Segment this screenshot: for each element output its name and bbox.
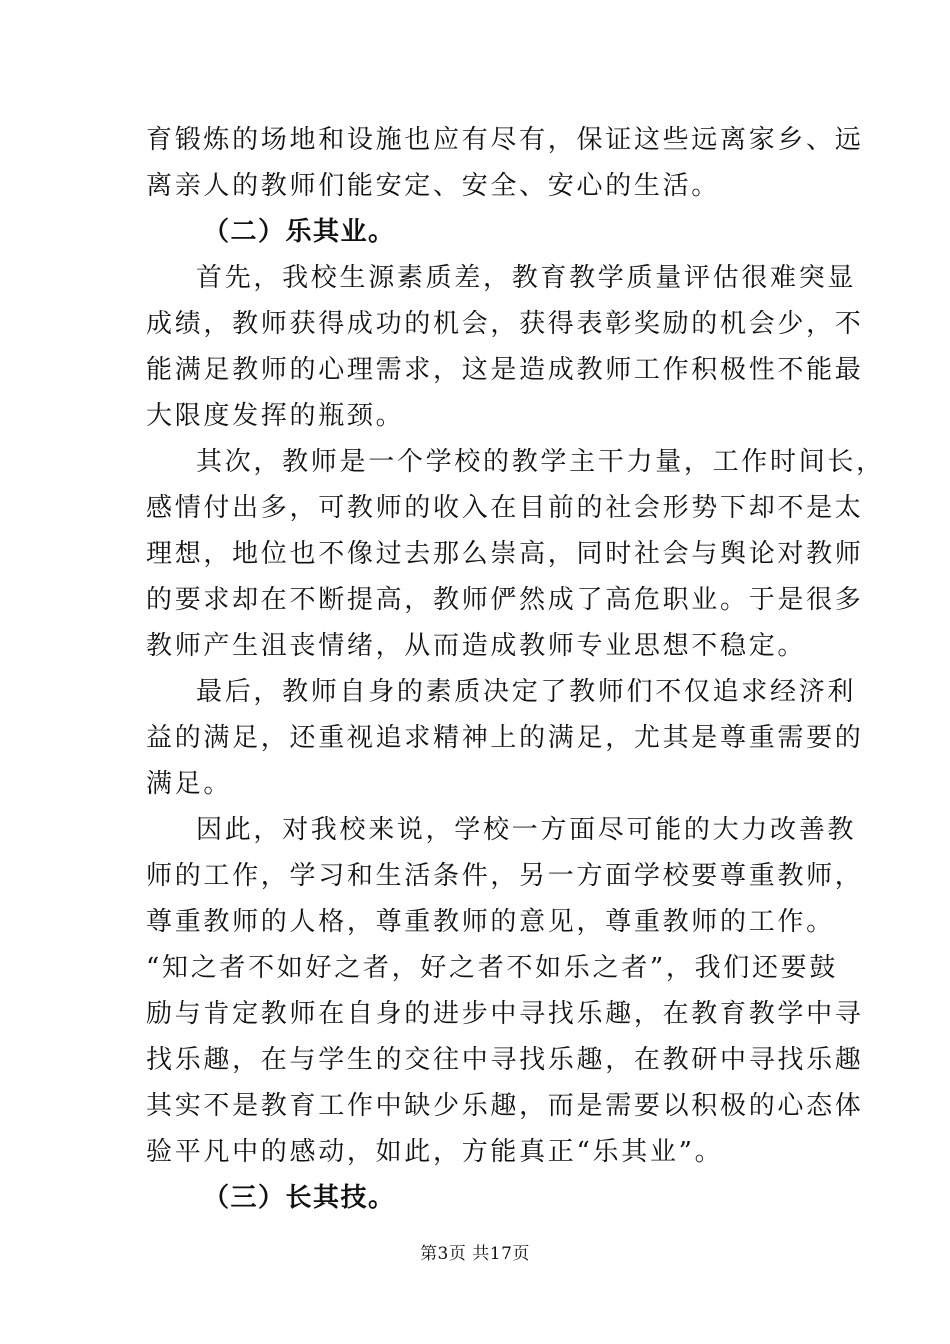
body-text-line: 满足。 (146, 769, 233, 799)
body-text-line: 励与肯定教师在自身的进步中寻找乐趣，在教育教学中寻 (146, 999, 864, 1029)
paragraph-first-line: 最后，教师自身的素质决定了教师们不仅追求经济利 (196, 677, 857, 707)
body-text-line: 感情付出多，可教师的收入在目前的社会形势下却不是太 (146, 493, 864, 523)
body-text-line: 的要求却在不断提高，教师俨然成了高危职业。于是很多 (146, 585, 864, 615)
body-text-line: 益的满足，还重视追求精神上的满足，尤其是尊重需要的 (146, 723, 864, 753)
paragraph-first-line: 其次，教师是一个学校的教学主干力量，工作时间长， (196, 447, 885, 477)
body-text-line: 师的工作，学习和生活条件，另一方面学校要尊重教师， (146, 861, 864, 891)
body-text-line: 找乐趣，在与学生的交往中寻找乐趣，在教研中寻找乐趣 (146, 1045, 864, 1075)
page-number-footer: 第3页 共17页 (420, 1244, 530, 1264)
section-heading: （三）长其技。 (203, 1183, 396, 1213)
body-text-line: 尊重教师的人格，尊重教师的意见，尊重教师的工作。 (146, 907, 835, 937)
body-text-line: 验平凡中的感动，如此，方能真正“乐其业”。 (146, 1137, 724, 1167)
body-text-line: 其实不是教育工作中缺少乐趣，而是需要以积极的心态体 (146, 1091, 864, 1121)
body-text-line: 成绩，教师获得成功的机会，获得表彰奖励的机会少，不 (146, 309, 864, 339)
body-text-line: 育锻炼的场地和设施也应有尽有，保证这些远离家乡、远 (146, 125, 864, 155)
body-text-line: 离亲人的教师们能安定、安全、安心的生活。 (146, 171, 721, 201)
body-text-line: 教师产生沮丧情绪，从而造成教师专业思想不稳定。 (146, 631, 807, 661)
section-heading: （二）乐其业。 (203, 217, 396, 247)
body-text-line: 理想，地位也不像过去那么崇高，同时社会与舆论对教师 (146, 539, 864, 569)
body-text-line: 能满足教师的心理需求，这是造成教师工作积极性不能最 (146, 355, 864, 385)
paragraph-first-line: 首先，我校生源素质差，教育教学质量评估很难突显 (196, 263, 857, 293)
paragraph-first-line: 因此，对我校来说，学校一方面尽可能的大力改善教 (196, 815, 857, 845)
body-text-line: “知之者不如好之者，好之者不如乐之者”，我们还要鼓 (146, 953, 839, 983)
body-text-line: 大限度发挥的瓶颈。 (146, 401, 405, 431)
